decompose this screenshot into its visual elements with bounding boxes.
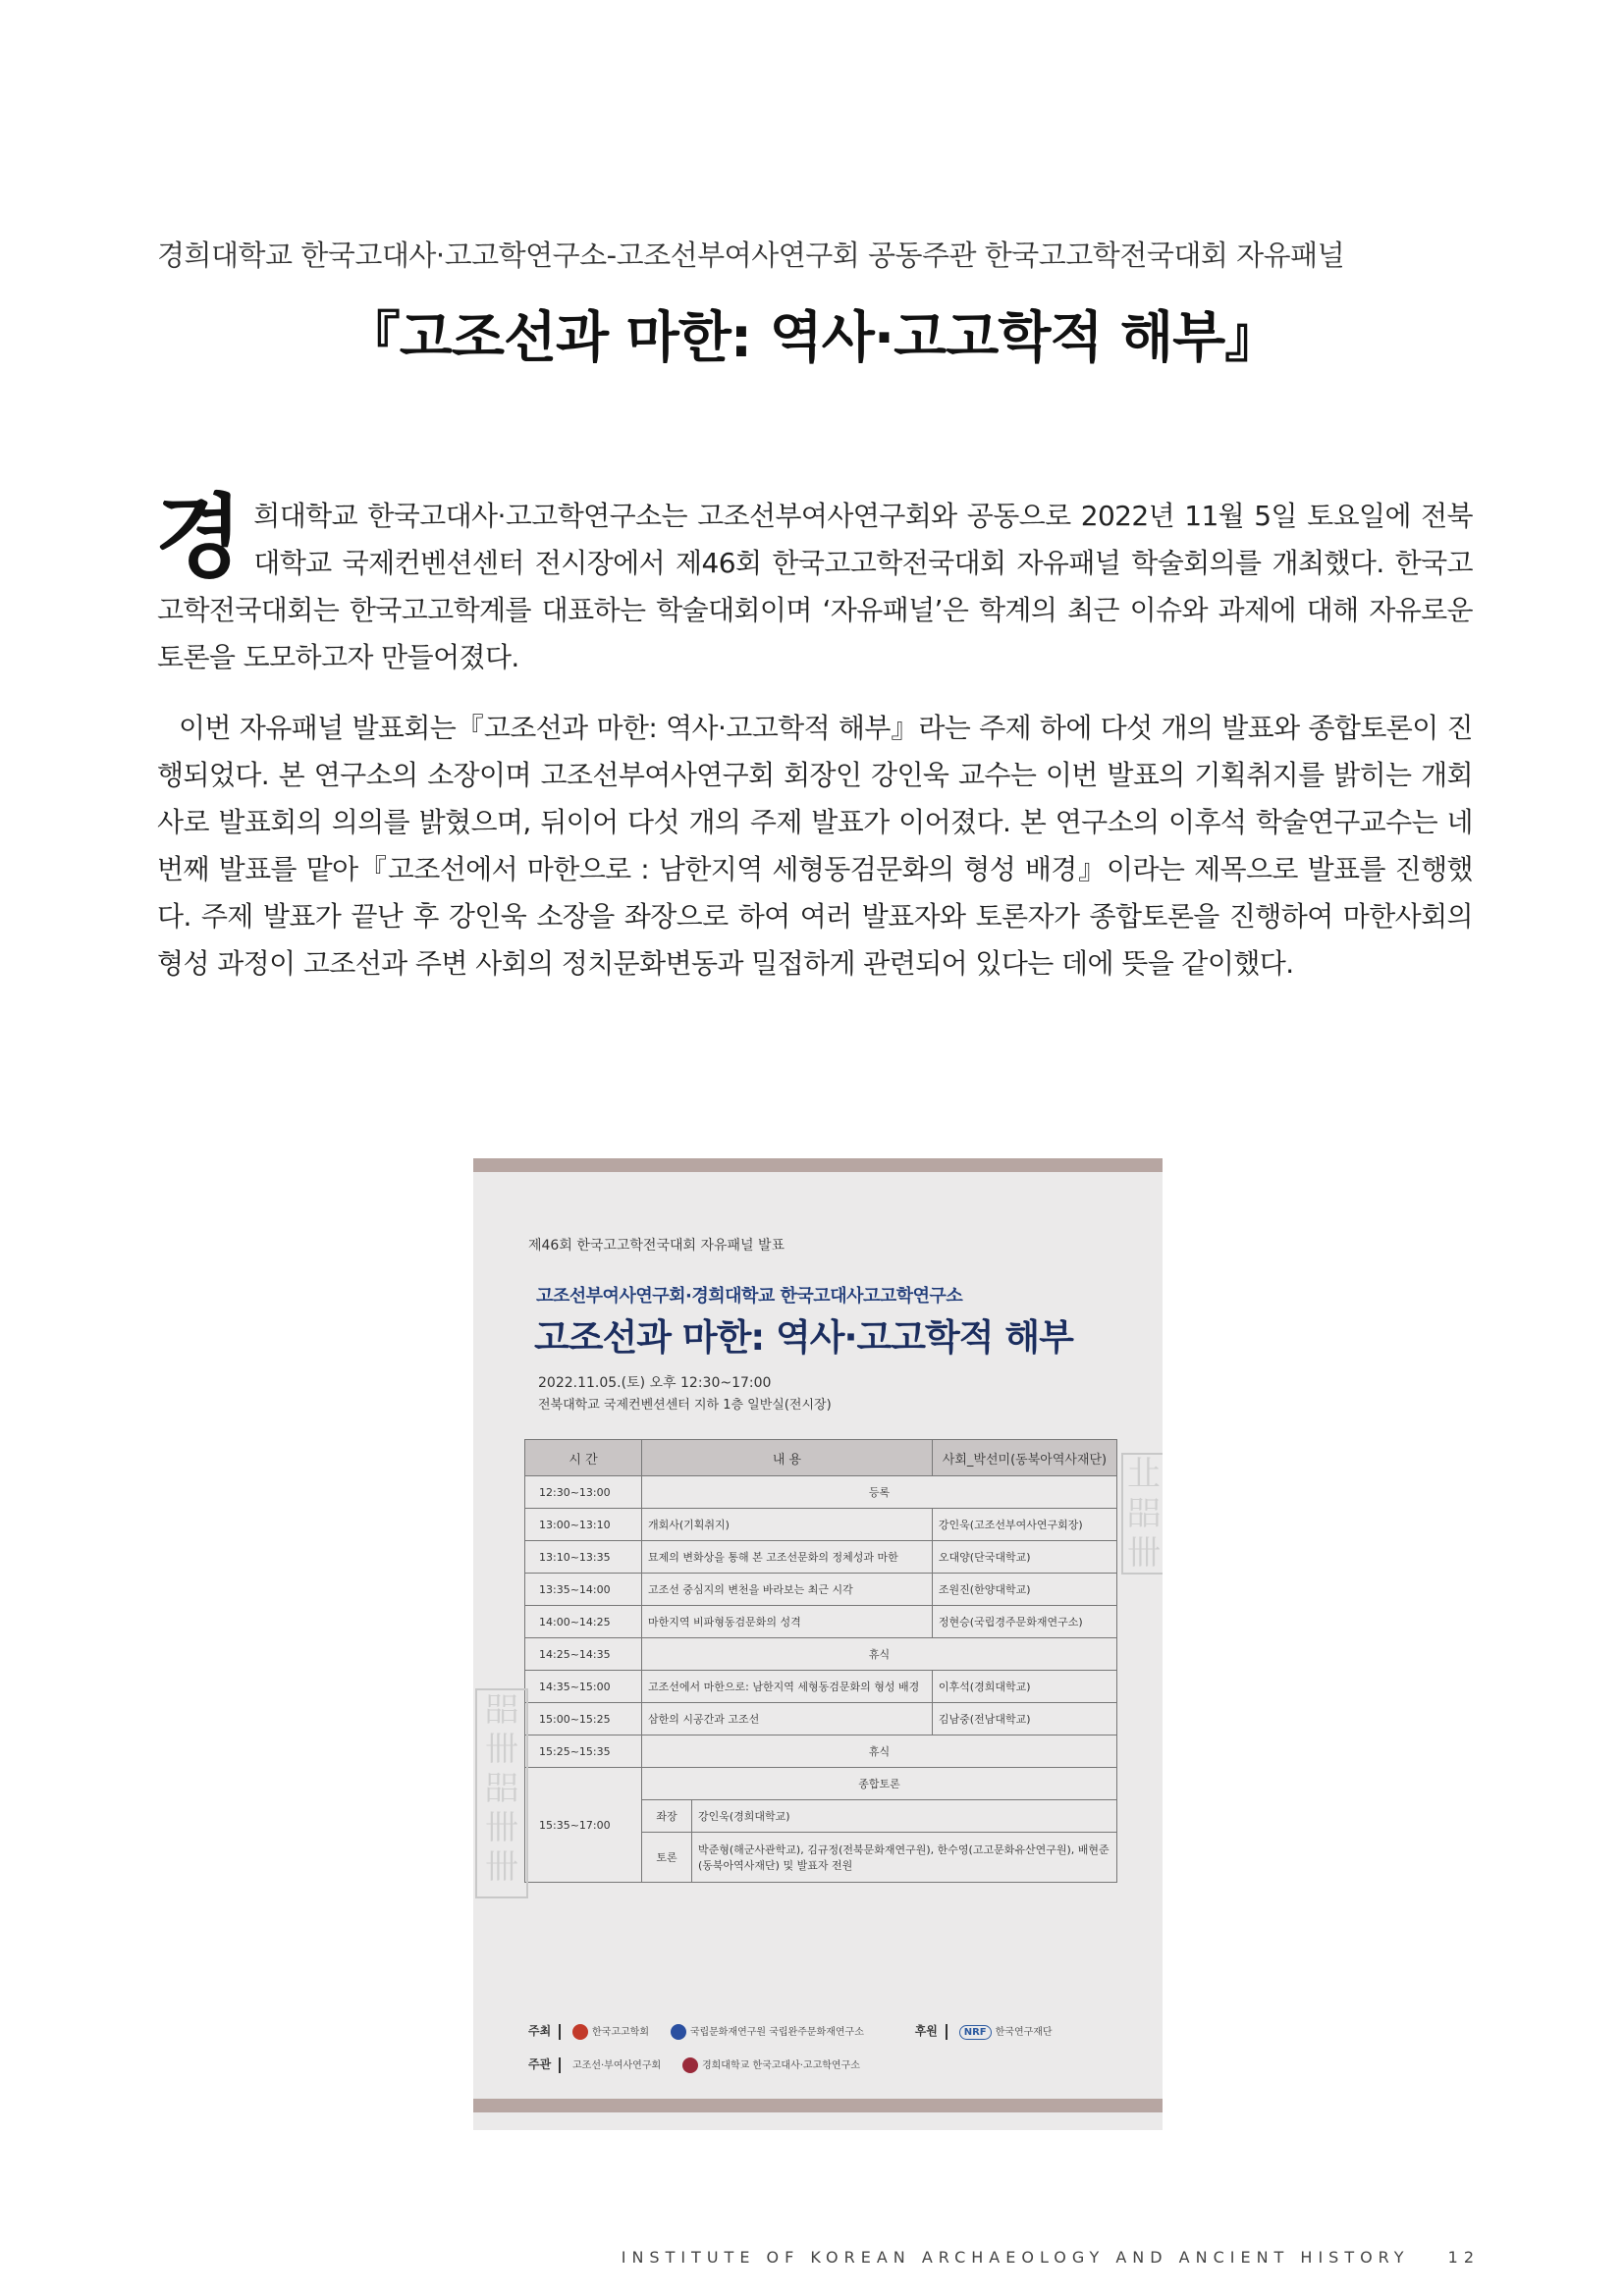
support-label: 후원 [914, 2024, 938, 2038]
paragraph-2: 이번 자유패널 발표회는『고조선과 마한: 역사·고고학적 해부』라는 주제 하에 다섯 개의 발표와 종합토론이 진행되었다. 본 연구소의 소장이며 고조선부여사연구회 회장인 강인욱 교수는 이번 발표의 기획취지를 밝히는 개회사로 발표회의 의의를 밝혔으며, 뒤이어 다섯 개의 주제 발표가 이어졌다. 본 연구소의 이후석 학술연구교수는 네 번째 발표를 맡아『고조선에서 마한으로 : 남한지역 세형동검문화의 형성 배경』이라는 제목으로 발표를 진행했다. 주제 발표가 끝난 후 강인욱 소장을 좌장으로 하여 여러 발표자와 토론자가 종합토론을 진행하여 마한사회의 형성 과정이 고조선과 주변 사회의 정치문화변동과 밀접하게 관련되어 있다는 데에 뜻을 같이했다. [157, 712, 1473, 980]
paragraph-1-text: 희대학교 한국고대사·고고학연구소는 고조선부여사연구회와 공동으로 2022년 11월 5일 토요일에 전북대학교 국제컨벤션센터 전시장에서 제46회 한국고고학전국대회 자유패널 학술회의를 개최했다. 한국고고학전국대회는 한국고고학계를 대표하는 학술대회이며 ‘자유패널’은 학계의 최근 이슈와 과제에 대해 자유로운 토론을 도모하고자 만들어졌다. [157, 500, 1473, 673]
header-content: 내 용 [642, 1440, 933, 1476]
poster-venue: 전북대학교 국제컨벤션센터 지하 1층 일반실(전시장) [538, 1398, 832, 1413]
time-cell: 14:35~15:00 [525, 1671, 642, 1703]
table-row [525, 1735, 1117, 1768]
poster-kicker: 제46회 한국고고학전국대회 자유패널 발표 [528, 1238, 785, 1254]
time-cell: 15:35~17:00 [525, 1768, 642, 1883]
poster-title: 고조선과 마한: 역사·고고학적 해부 [534, 1316, 1073, 1359]
article-subtitle: 경희대학교 한국고대사·고고학연구소-고조선부여사연구회 공동주관 한국고고학전국대회 자유패널 [157, 239, 1345, 272]
table-row [525, 1476, 1117, 1509]
content-cell: 종합토론 [642, 1768, 1117, 1800]
speaker-cell: 강인욱(고조선부여사연구회장) [932, 1509, 1116, 1541]
header-time: 시 간 [525, 1440, 642, 1476]
header-host: 사회_박선미(동북아역사재단) [932, 1440, 1116, 1476]
time-cell: 14:25~14:35 [525, 1638, 642, 1671]
schedule-table [524, 1439, 1117, 1883]
time-cell: 15:00~15:25 [525, 1703, 642, 1735]
poster-organizers: 고조선부여사연구회·경희대학교 한국고대사고고학연구소 [536, 1286, 963, 1307]
speaker-cell: 이후석(경희대학교) [932, 1671, 1116, 1703]
content-cell: 휴식 [642, 1638, 1117, 1671]
table-row [525, 1541, 1117, 1574]
content-cell: 개회사(기획취지) [642, 1509, 933, 1541]
table-row [525, 1574, 1117, 1606]
content-cell: 삼한의 시공간과 고조선 [642, 1703, 933, 1735]
page-footer [567, 2248, 1480, 2267]
host-2: 국립문화재연구원 국립완주문화재연구소 [689, 2027, 864, 2038]
organizer-row [528, 2056, 878, 2073]
nrf-logo-icon: NRF [959, 2025, 992, 2040]
organizer-1: 고조선·부여사연구회 [572, 2060, 662, 2071]
poster-top-band [473, 1158, 1163, 1172]
time-cell: 12:30~13:00 [525, 1476, 642, 1509]
content-cell: 등록 [642, 1476, 1117, 1509]
kas-logo-icon [572, 2024, 588, 2040]
poster-date: 2022.11.05.(토) 오후 12:30~17:00 [538, 1375, 772, 1391]
speaker-cell: 정현승(국립경주문화재연구소) [932, 1606, 1116, 1638]
article-body [155, 485, 1473, 988]
table-row [525, 1606, 1117, 1638]
organizer-label: 주관 [528, 2057, 552, 2071]
decorative-seal-glyph: 㐀 㗊 卌 [1121, 1453, 1163, 1575]
footer-institute: INSTITUTE OF KOREAN ARCHAEOLOGY AND ANCIENT HISTORY [621, 2248, 1410, 2267]
discussion-names: 박준형(해군사관학교), 김규정(전북문화재연구원), 한수영(고고문화유산연구원), 배현준(동북아역사재단) 및 발표자 전원 [698, 1843, 1110, 1872]
chair-label: 좌장 [642, 1800, 692, 1832]
khu-logo-icon [682, 2057, 698, 2073]
content-cell: 고조선에서 마한으로: 남한지역 세형동검문화의 형성 배경 [642, 1671, 933, 1703]
separator [946, 2024, 947, 2040]
time-cell: 13:10~13:35 [525, 1541, 642, 1574]
national-emblem-icon [671, 2024, 686, 2040]
host-label: 주최 [528, 2024, 552, 2038]
host-1: 한국고고학회 [592, 2027, 649, 2038]
speaker-cell: 조원진(한양대학교) [932, 1574, 1116, 1606]
speaker-cell: 오대양(단국대학교) [932, 1541, 1116, 1574]
table-row [525, 1768, 1117, 1800]
table-row [525, 1671, 1117, 1703]
chair-cell [642, 1800, 1117, 1833]
organizer-2: 경희대학교 한국고대사·고고학연구소 [701, 2060, 860, 2071]
time-cell: 13:00~13:10 [525, 1509, 642, 1541]
support-1: 한국연구재단 [995, 2027, 1053, 2038]
poster-bottom-band [473, 2099, 1163, 2112]
discussion-cell [642, 1833, 1117, 1883]
separator [559, 2057, 561, 2073]
table-header-row [525, 1440, 1117, 1476]
content-cell: 휴식 [642, 1735, 1117, 1768]
page-number: 12 [1447, 2248, 1480, 2267]
table-row [525, 1509, 1117, 1541]
separator [559, 2024, 561, 2040]
time-cell: 13:35~14:00 [525, 1574, 642, 1606]
content-cell: 고조선 중심지의 변천을 바라보는 최근 시각 [642, 1574, 933, 1606]
table-row [525, 1703, 1117, 1735]
paragraph-1 [155, 485, 1473, 681]
time-cell: 15:25~15:35 [525, 1735, 642, 1768]
table-row [525, 1638, 1117, 1671]
article-title: 『고조선과 마한: 역사·고고학적 해부』 [345, 306, 1279, 370]
speaker-cell: 김남중(전남대학교) [932, 1703, 1116, 1735]
host-row [528, 2022, 1070, 2040]
discussion-label: 토론 [642, 1833, 692, 1882]
chair-name: 강인욱(경희대학교) [698, 1810, 790, 1823]
content-cell: 묘제의 변화상을 통해 본 고조선문화의 정체성과 마한 [642, 1541, 933, 1574]
drop-cap: 경 [155, 485, 243, 590]
decorative-seal-glyph: 㗊 卌 㗊 卌 卌 [475, 1688, 528, 1898]
content-cell: 마한지역 비파형동검문화의 성격 [642, 1606, 933, 1638]
event-poster-image [473, 1158, 1163, 2130]
time-cell: 14:00~14:25 [525, 1606, 642, 1638]
